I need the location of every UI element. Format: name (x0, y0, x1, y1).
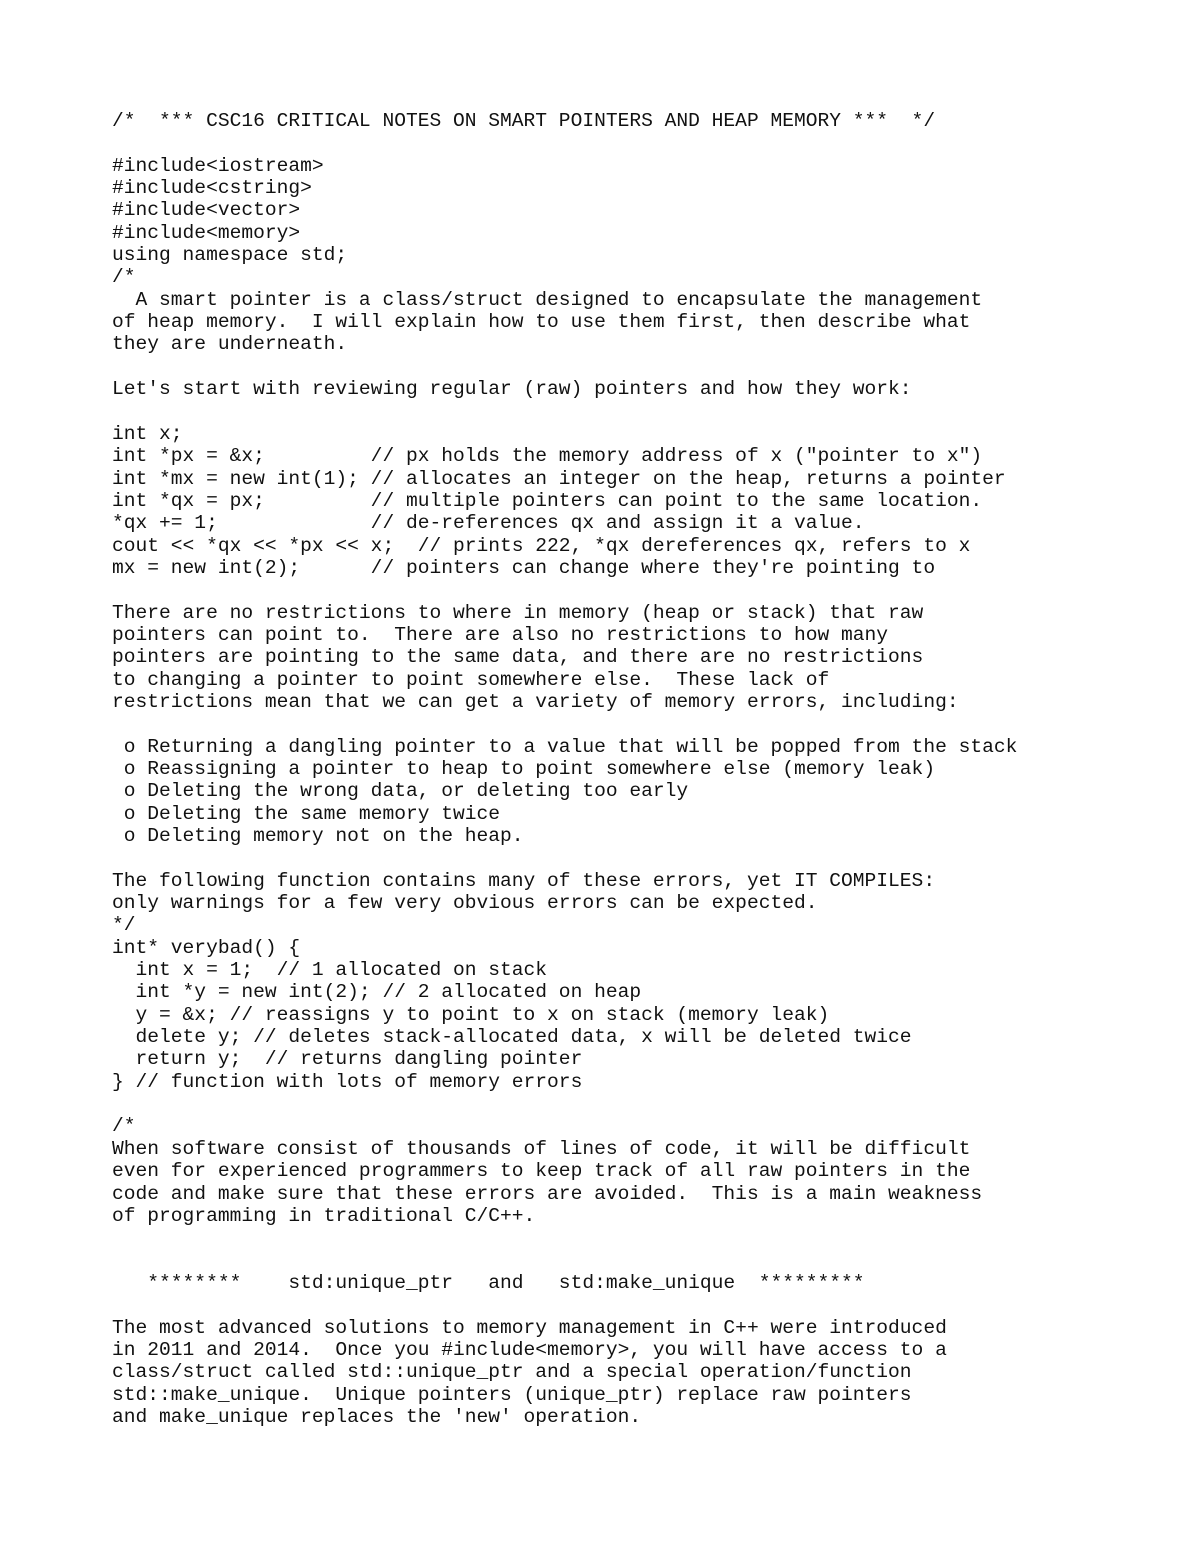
text-line: The following function contains many of these errors, yet IT COMPILES: (112, 869, 936, 892)
text-line: int *y = new int(2); // 2 allocated on heap (112, 981, 642, 1004)
text-line: int *px = &x; // px holds the memory address of x ("pointer to x") (112, 445, 983, 468)
text-line: y = &x; // reassigns y to point to x on stack (memory leak) (112, 1003, 830, 1026)
text-line: *qx += 1; // de-references qx and assign it a value. (112, 512, 865, 535)
text-line: } // function with lots of memory errors (112, 1070, 583, 1093)
text-line: /* *** CSC16 CRITICAL NOTES ON SMART POINTERS AND HEAP MEMORY *** */ (112, 110, 936, 132)
text-line: restrictions mean that we can get a variety of memory errors, including: (112, 690, 959, 713)
text-line: */ (112, 914, 136, 937)
text-line: std::make_unique. Unique pointers (unique_ptr) replace raw pointers (112, 1383, 912, 1406)
text-line: and make_unique replaces the 'new' operation. (112, 1405, 642, 1428)
text-line: pointers can point to. There are also no restrictions to how many (112, 623, 889, 646)
text-line: return y; // returns dangling pointer (112, 1048, 583, 1071)
text-line: class/struct called std::unique_ptr and a special operation/function (112, 1361, 912, 1384)
text-line: int *mx = new int(1); // allocates an integer on the heap, returns a pointer (112, 467, 1006, 490)
text-line: /* (112, 266, 136, 289)
blank-line (112, 847, 1017, 869)
text-line: The most advanced solutions to memory management in C++ were introduced (112, 1316, 947, 1339)
text-line: cout << *qx << *px << x; // prints 222, *qx dereferences qx, refers to x (112, 534, 971, 557)
blank-line (112, 356, 1017, 378)
text-line: in 2011 and 2014. Once you #include<memory>, you will have access to a (112, 1338, 947, 1361)
text-line: o Deleting memory not on the heap. (112, 825, 524, 847)
text-line: int* verybad() { (112, 936, 301, 959)
text-line: only warnings for a few very obvious errors can be expected. (112, 892, 818, 915)
text-line: #include<vector> (112, 199, 301, 222)
text-line: to changing a pointer to point somewhere else. These lack of (112, 668, 830, 691)
text-line: When software consist of thousands of lines of code, it will be difficult (112, 1137, 971, 1160)
text-line: code and make sure that these errors are avoided. This is a main weakness (112, 1182, 983, 1205)
text-line: of programming in traditional C/C++. (112, 1204, 536, 1227)
text-line: int x = 1; // 1 allocated on stack (112, 959, 548, 982)
blank-line (112, 1227, 1017, 1249)
text-line: they are underneath. (112, 333, 348, 356)
text-line: of heap memory. I will explain how to use them first, then describe what (112, 311, 971, 334)
text-line: A smart pointer is a class/struct designed to encapsulate the management (112, 288, 983, 311)
text-line: #include<cstring> (112, 177, 312, 200)
blank-line (112, 713, 1017, 735)
blank-line (112, 400, 1017, 422)
blank-line (112, 1250, 1017, 1272)
text-line: mx = new int(2); // pointers can change where they're pointing to (112, 556, 936, 579)
text-line: using namespace std; (112, 244, 348, 267)
blank-line (112, 579, 1017, 601)
text-line: o Returning a dangling pointer to a value that will be popped from the stack (112, 735, 1018, 758)
text-line: o Deleting the wrong data, or deleting too early (112, 780, 689, 803)
blank-line (112, 132, 1017, 154)
blank-line (112, 1294, 1017, 1316)
text-line: Let's start with reviewing regular (raw) pointers and how they work: (112, 378, 912, 401)
text-line: pointers are pointing to the same data, and there are no restrictions (112, 646, 924, 669)
blank-line (112, 1093, 1017, 1115)
text-line: ******** std:unique_ptr and std:make_unique ********* (112, 1271, 865, 1294)
text-line: #include<iostream> (112, 154, 324, 177)
text-line: o Reassigning a pointer to heap to point somewhere else (memory leak) (112, 757, 936, 780)
text-line: int x; (112, 422, 183, 445)
text-line: #include<memory> (112, 221, 301, 244)
text-line: even for experienced programmers to keep track of all raw pointers in the (112, 1160, 971, 1183)
text-line: There are no restrictions to where in memory (heap or stack) that raw (112, 601, 924, 624)
text-line: int *qx = px; // multiple pointers can point to the same location. (112, 489, 983, 512)
text-line: delete y; // deletes stack-allocated data, x will be deleted twice (112, 1026, 912, 1049)
code-notes-text (112, 110, 1017, 1428)
text-line: /* (112, 1115, 136, 1138)
text-line: o Deleting the same memory twice (112, 802, 501, 825)
